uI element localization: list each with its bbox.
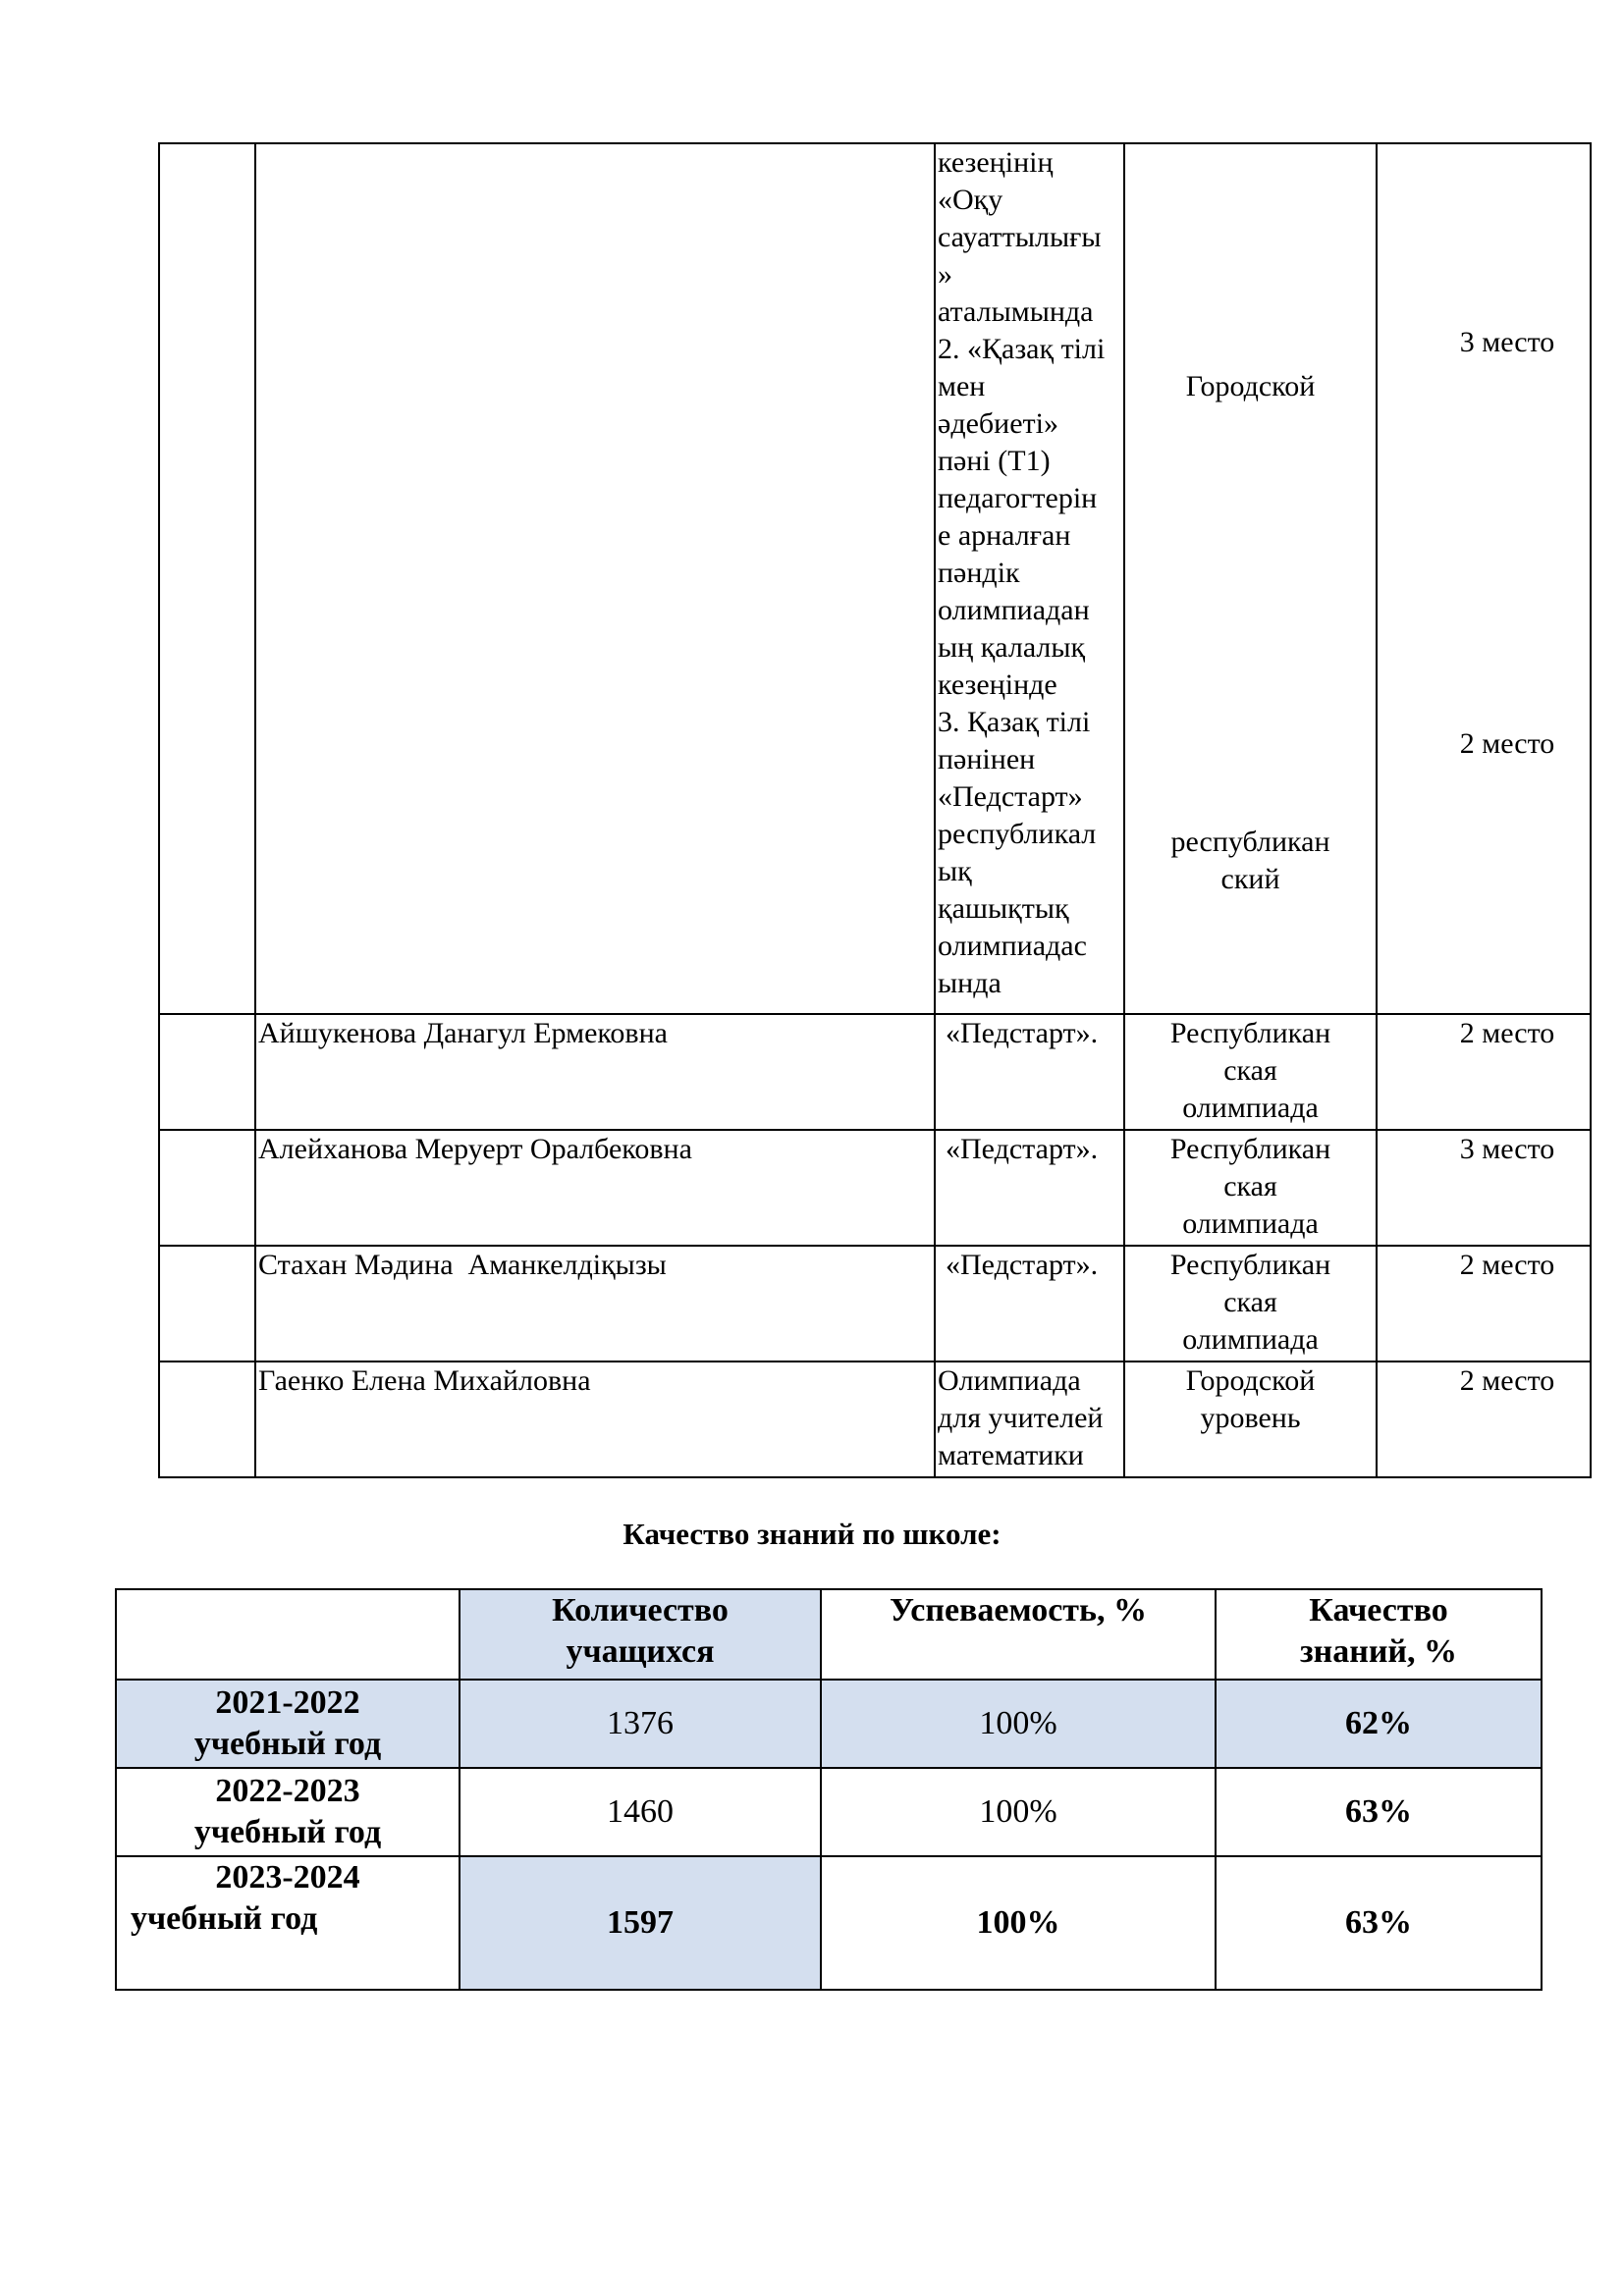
place-cell: 2 место <box>1377 1362 1591 1477</box>
place-2: 2 место <box>1459 727 1555 760</box>
table-row <box>159 1014 1591 1130</box>
event-cell: «Педстарт». <box>935 1246 1124 1362</box>
quality-cell: 62% <box>1216 1680 1542 1768</box>
event-cell: Олимпиада для учителей математики <box>935 1362 1124 1477</box>
table-row <box>116 1856 1542 1990</box>
header-students: Количество учащихся <box>460 1589 821 1680</box>
quality-table <box>115 1588 1543 1991</box>
year-cell: 2021-2022 учебный год <box>116 1680 460 1768</box>
quality-cell: 63% <box>1216 1856 1542 1990</box>
event-cell: кезеңінің «Оқу сауаттылығы » аталымында 2. «Қазақ тілі мен әдебиеті» пәні (Т1) педагогтерін е арналған пәндік олимпиадан ың қалалық кезеңінде 3. Қазақ тілі пәнінен «Педстарт» республикал ық қашықтық олимпиадас ында <box>935 143 1124 1014</box>
level-cell: Республикан ская олимпиада <box>1124 1246 1377 1362</box>
table-row <box>116 1768 1542 1856</box>
quality-heading: Качество знаний по школе: <box>623 1517 1001 1551</box>
table-row <box>116 1680 1542 1768</box>
header-quality: Качество знаний, % <box>1216 1589 1542 1680</box>
place-cell: 3 место <box>1377 1130 1591 1246</box>
place-cell: 2 место <box>1377 1014 1591 1130</box>
level-cell: Городской уровень <box>1124 1362 1377 1477</box>
place-1: 3 место <box>1459 326 1555 358</box>
level-cell: Республикан ская олимпиада <box>1124 1014 1377 1130</box>
number-cell <box>159 1362 255 1477</box>
progress-cell: 100% <box>821 1680 1216 1768</box>
number-cell <box>159 1246 255 1362</box>
table-row <box>159 143 1591 1014</box>
students-cell: 1460 <box>460 1768 821 1856</box>
quality-cell: 63% <box>1216 1768 1542 1856</box>
table-row <box>159 1362 1591 1477</box>
number-cell <box>159 1014 255 1130</box>
awards-table <box>158 142 1592 1478</box>
event-cell: «Педстарт». <box>935 1130 1124 1246</box>
header-empty-cell <box>116 1589 460 1680</box>
students-cell: 1597 <box>460 1856 821 1990</box>
place-cell: 2 место <box>1377 1246 1591 1362</box>
number-cell <box>159 143 255 1014</box>
table-row <box>159 1246 1591 1362</box>
header-progress: Успеваемость, % <box>821 1589 1216 1680</box>
table-row <box>159 1130 1591 1246</box>
level-republic-line-2: ский <box>1220 863 1280 895</box>
level-republic-line-1: республикан <box>1170 826 1330 858</box>
name-cell: Айшукенова Данагул Ермековна <box>255 1014 935 1130</box>
level-cell: Республикан ская олимпиада <box>1124 1130 1377 1246</box>
level-cell <box>1124 143 1377 1014</box>
name-cell: Гаенко Елена Михайловна <box>255 1362 935 1477</box>
year-cell: 2023-2024 учебный год <box>116 1856 460 1990</box>
progress-cell: 100% <box>821 1856 1216 1990</box>
place-cell <box>1377 143 1591 1014</box>
name-cell: Стахан Мәдина Аманкелдіқызы <box>255 1246 935 1362</box>
event-cell: «Педстарт». <box>935 1014 1124 1130</box>
number-cell <box>159 1130 255 1246</box>
name-cell <box>255 143 935 1014</box>
quality-header-row <box>116 1589 1542 1680</box>
name-cell: Алейханова Меруерт Оралбековна <box>255 1130 935 1246</box>
level-city: Городской <box>1185 370 1316 402</box>
students-cell: 1376 <box>460 1680 821 1768</box>
progress-cell: 100% <box>821 1768 1216 1856</box>
year-cell: 2022-2023 учебный год <box>116 1768 460 1856</box>
